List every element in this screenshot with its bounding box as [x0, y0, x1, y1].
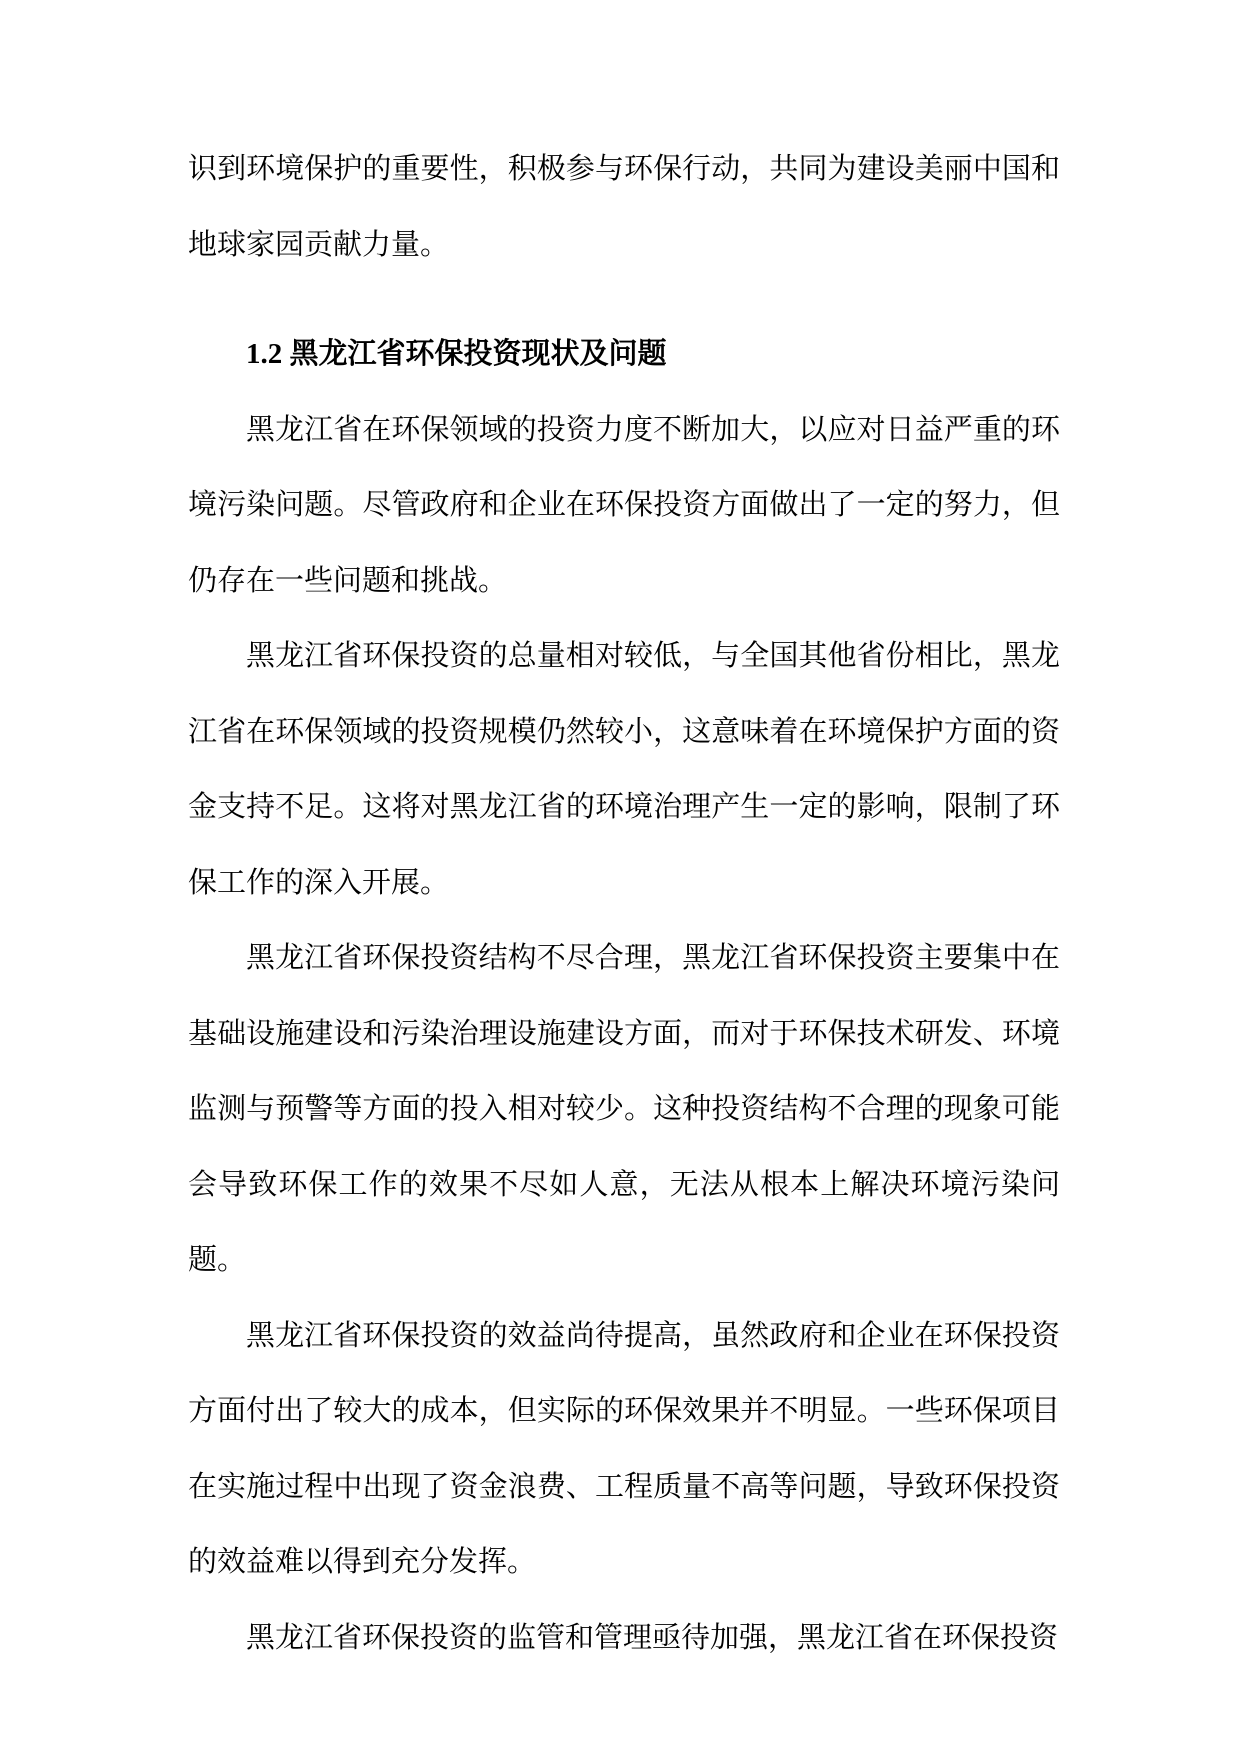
paragraph-continuation: 识到环境保护的重要性，积极参与环保行动，共同为建设美丽中国和地球家园贡献力量。	[188, 153, 1060, 261]
page-content	[188, 132, 1060, 1676]
body-paragraph: 黑龙江省环保投资的监管和管理亟待加强，黑龙江省在环保投资	[246, 1621, 1059, 1654]
section-heading-1-2: 1.2 黑龙江省环保投资现状及问题	[246, 338, 667, 370]
body-paragraph: 黑龙江省环保投资的效益尚待提高，虽然政府和企业在环保投资方面付出了较大的成本，但实际的环保效果并不明显。一些环保项目在实施过程中出现了资金浪费、工程质量不高等问题，导致环保投资的效益难以得到充分发挥。	[188, 1319, 1060, 1578]
body-paragraph: 黑龙江省环保投资结构不尽合理，黑龙江省环保投资主要集中在基础设施建设和污染治理设施建设方面，而对于环保技术研发、环境监测与预警等方面的投入相对较少。这种投资结构不合理的现象可能会导致环保工作的效果不尽如人意，无法从根本上解决环境污染问题。	[188, 942, 1060, 1276]
body-paragraph: 黑龙江省环保投资的总量相对较低，与全国其他省份相比，黑龙江省在环保领域的投资规模仍然较小，这意味着在环境保护方面的资金支持不足。这将对黑龙江省的环境治理产生一定的影响，限制了环保工作的深入开展。	[188, 640, 1060, 899]
body-paragraph: 黑龙江省在环保领域的投资力度不断加大，以应对日益严重的环境污染问题。尽管政府和企业在环保投资方面做出了一定的努力，但仍存在一些问题和挑战。	[188, 413, 1060, 597]
